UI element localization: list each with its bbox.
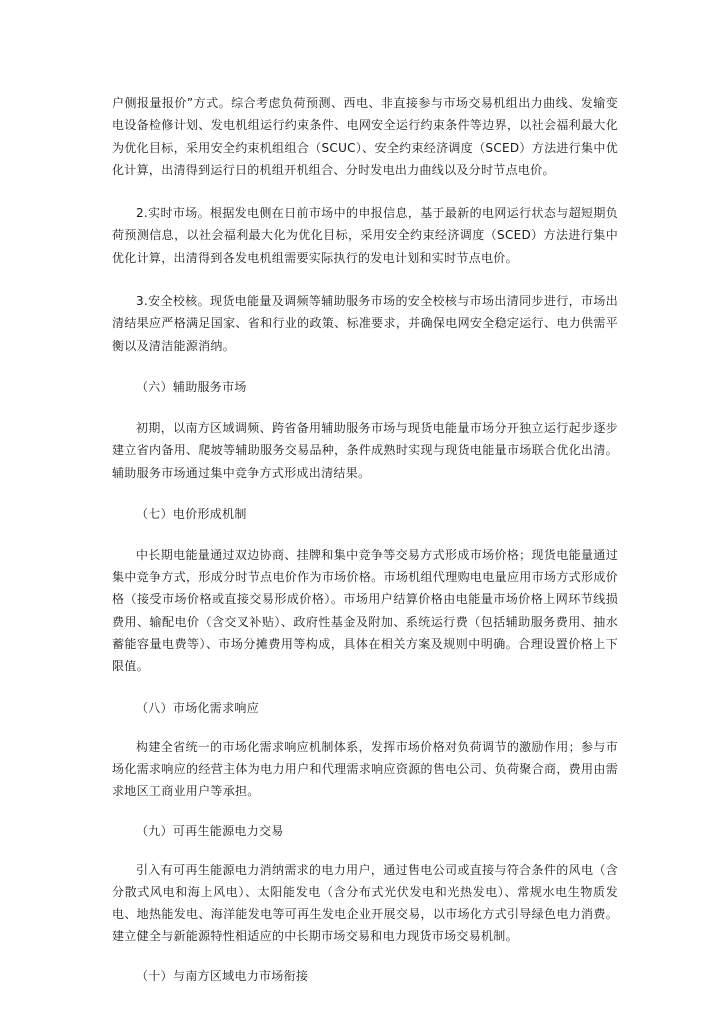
section-heading-demand-response: （八）市场化需求响应 (136, 700, 260, 715)
section-heading-renewable-trading: （九）可再生能源电力交易 (136, 823, 284, 838)
paragraph-security-check: 3.安全校核。现货电能量及调频等辅助服务市场的安全校核与市场出清同步进行，市场出清结果应严格满足国家、省和行业的政策、标准要求，并确保电网安全稳定运行、电力供需平衡以及清洁能源消纳。 (112, 294, 618, 353)
section-heading-ancillary-services: （六）辅助服务市场 (136, 379, 247, 394)
paragraph-day-ahead-continued: 户侧报量报价”方式。综合考虑负荷预测、西电、非直接参与市场交易机组出力曲线、发输变电设备检修计划、发电机组运行约束条件、电网安全运行约束条件等边界，以社会福利最大化为优化目标，采用安全约束机组组合（SCUC）、安全约束经济调度（SCED）方法进行集中优化计算，出清得到运行日的机组开机组合、分时发电出力曲线以及分时节点电价。 (112, 96, 618, 177)
paragraph-demand-response: 构建全省统一的市场化需求响应机制体系，发挥市场价格对负荷调节的激励作用；参与市场化需求响应的经营主体为电力用户和代理需求响应资源的售电公司、负荷聚合商，费用由需求地区工商业用户等承担。 (112, 739, 618, 799)
section-heading-southern-region-link: （十）与南方区域电力市场衔接 (136, 968, 309, 983)
document-page (112, 92, 618, 987)
paragraph-real-time-market: 2.实时市场。根据发电侧在日前市场中的申报信息，基于最新的电网运行状态与超短期负荷预测信息，以社会福利最大化为优化目标，采用安全约束经济调度（SCED）方法进行集中优化计算，出清得到各发电机组需要实际执行的发电计划和实时节点电价。 (112, 206, 618, 265)
section-heading-price-mechanism: （七）电价形成机制 (136, 506, 247, 521)
paragraph-renewable-trading: 引入有可再生能源电力消纳需求的电力用户，通过售电公司或直接与符合条件的风电（含分散式风电和海上风电）、太阳能发电（含分布式光伏发电和光热发电）、常规水电生物质发电、地热能发电、海洋能发电等可再生发电企业开展交易，以市场化方式引导绿色电力消费。建立健全与新能源特性相适应的中长期市场交易和电力现货市场交易机制。 (112, 862, 618, 944)
paragraph-price-mechanism: 中长期电能量通过双边协商、挂牌和集中竞争等交易方式形成市场价格；现货电能量通过集中竞争方式，形成分时节点电价作为市场价格。市场机组代理购电电量应用市场方式形成价格（接受市场价格或直接交易形成价格）。市场用户结算价格由电能量市场价格上网环节线损费用、输配电价（含交叉补贴）、政府性基金及附加、系统运行费（包括辅助服务费用、抽水蓄能容量电费等）、市场分摊费用等构成，具体在相关方案及规则中明确。合理设置价格上下限值。 (112, 547, 618, 674)
paragraph-ancillary-services: 初期，以南方区域调频、跨省备用辅助服务市场与现货电能量市场分开独立运行起步逐步建立省内备用、爬坡等辅助服务交易品种，条件成熟时实现与现货电能量市场联合优化出清。辅助服务市场通过集中竞争方式形成出清结果。 (112, 420, 618, 480)
